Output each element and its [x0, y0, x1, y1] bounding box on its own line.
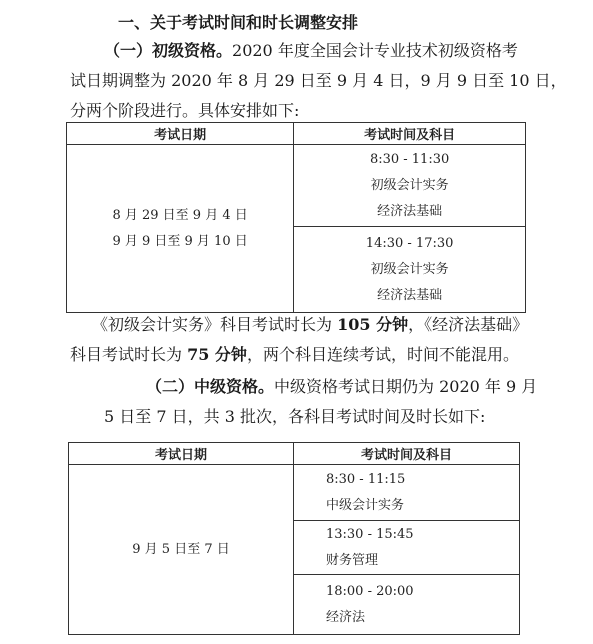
junior-session-2: [294, 227, 526, 313]
table-row: [69, 465, 520, 521]
session-time: 13:30 - 15:45: [325, 526, 414, 542]
intermediate-paragraph-line-2: 5 日至 7 日，共 3 批次，各科目考试时间及时长如下:: [104, 407, 486, 426]
duration-line-2: [70, 344, 519, 366]
junior-label: （一）初级资格。: [104, 41, 233, 60]
session-time: 8:30 - 11:30: [369, 151, 450, 167]
duration-text: 科目考试时长为: [70, 345, 188, 364]
col-header-time-subject: 考试时间及科目: [294, 123, 526, 145]
duration-text: 《初级会计实务》科目考试时长为: [92, 315, 338, 334]
session-subject: 中级会计实务: [325, 497, 404, 513]
duration-value: 75 分钟: [187, 345, 247, 364]
session-subject: 经济法基础: [377, 203, 443, 219]
intermediate-session-2: [293, 521, 519, 575]
junior-date-line-2: 9 月 9 日至 9 月 10 日: [112, 233, 248, 249]
intermediate-date-cell: 9 月 5 日至 7 日: [69, 465, 294, 635]
session-subject: 财务管理: [325, 552, 378, 568]
duration-line-1: [92, 314, 528, 336]
intermediate-label: （二）中级资格。: [146, 377, 275, 396]
section-heading: 一、关于考试时间和时长调整安排: [118, 13, 359, 32]
table-header-row: [69, 443, 520, 465]
junior-date-cell: [67, 145, 294, 313]
duration-value: 105 分钟: [337, 315, 409, 334]
session-time: 8:30 - 11:15: [325, 471, 406, 487]
col-header-date: 考试日期: [67, 123, 294, 145]
session-subject: 经济法基础: [377, 287, 443, 303]
intermediate-line-1-text: 中级资格考试日期仍为 2020 年 9 月: [274, 377, 538, 396]
intermediate-paragraph-line-1: [146, 376, 537, 398]
table-row: [67, 145, 526, 227]
junior-paragraph-line-2: 试日期调整为 2020 年 8 月 29 日至 9 月 4 日，9 月 9 日至 10 日，: [70, 71, 567, 90]
session-subject: 初级会计实务: [370, 261, 449, 277]
junior-session-1: [294, 145, 526, 227]
session-subject: 初级会计实务: [370, 177, 449, 193]
table-header-row: [67, 123, 526, 145]
intermediate-session-3: [293, 575, 519, 635]
junior-paragraph-line-3: 分两个阶段进行。具体安排如下:: [70, 101, 300, 120]
duration-text: ，两个科目连续考试，时间不能混用。: [246, 345, 519, 364]
junior-date-line-1: 8 月 29 日至 9 月 4 日: [112, 207, 248, 223]
session-subject: 经济法: [325, 609, 365, 625]
session-time: 14:30 - 17:30: [365, 235, 454, 251]
duration-text: ，《经济法基础》: [408, 315, 529, 334]
junior-paragraph-line-1: [104, 40, 518, 62]
intermediate-schedule-table: [68, 442, 520, 635]
intermediate-session-1: [293, 465, 519, 521]
col-header-date: 考试日期: [69, 443, 294, 465]
session-time: 18:00 - 20:00: [325, 583, 414, 599]
junior-schedule-table: [66, 122, 526, 313]
col-header-time-subject: 考试时间及科目: [293, 443, 519, 465]
junior-line-1-text: 2020 年度全国会计专业技术初级资格考: [232, 41, 518, 60]
